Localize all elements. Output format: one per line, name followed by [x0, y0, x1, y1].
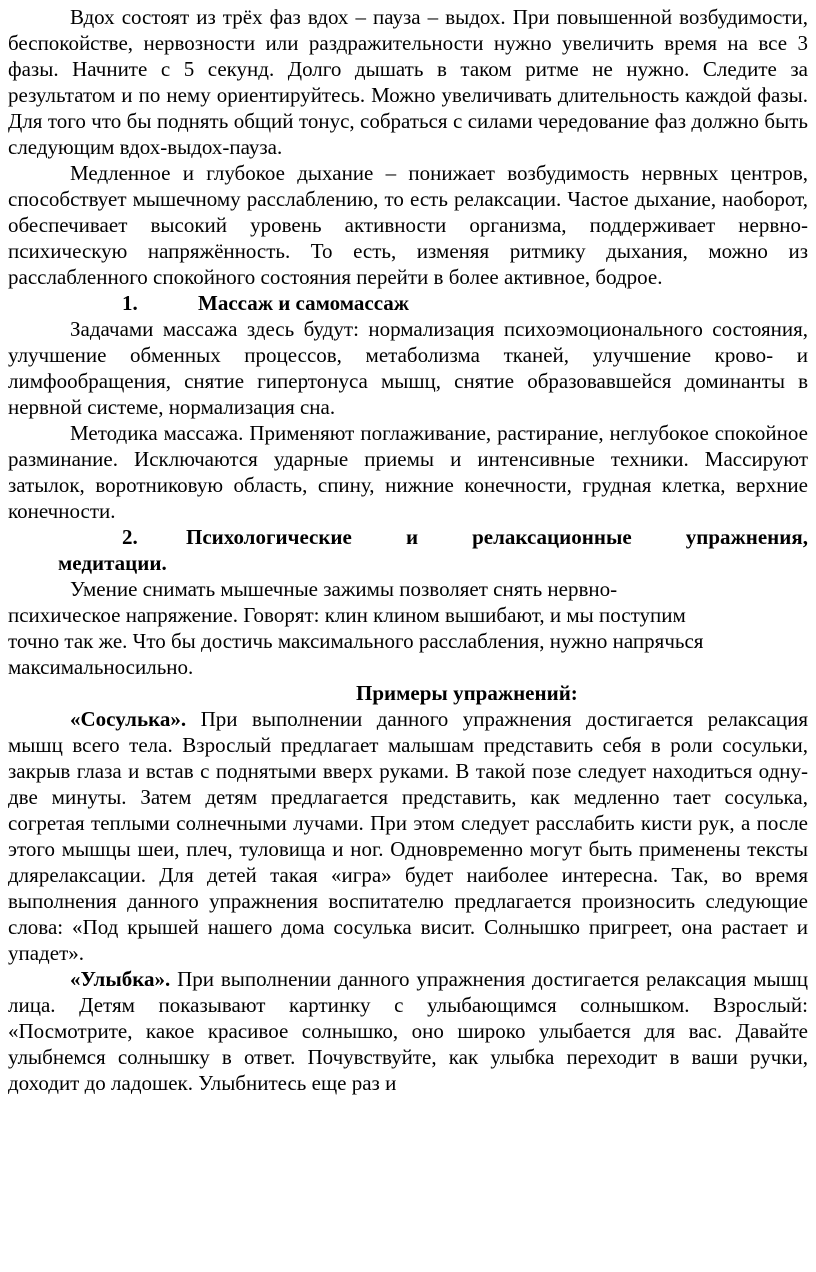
exercise-title: «Сосулька».: [70, 707, 187, 731]
paragraph-massage-method: Методика массажа. Применяют поглаживание, растирание, неглубокое спокойное разминание. Исключаются ударные приемы и интенсивные техники. Массируют затылок, воротниковую область, спину, нижние конечности, грудная клетка, верхние конечности.: [8, 421, 808, 523]
exercise-description: При выполнении данного упражнения достигается релаксация мышц всего тела. Взрослый предлагает малышам представить себя в роли сосульки, закрыв глаза и встав с поднятыми вверх руками. В такой позе следует находиться одну-две минуты. Затем детям предлагается представить, как медленно тает сосулька, согретая теплыми солнечными лучами. При этом следует расслабить кисти рук, а после этого мышцы шеи, плеч, туловища и ног. Одновременно могут быть применены тексты длярелаксации. Для детей такая «игра» будет наиболее интересна. Так, во время выполнения данного упражнения воспитателю предлагается произносить следующие слова: «Под крышей нашего дома сосулька висит. Солнышко пригреет, она растает и упадет».: [8, 707, 808, 965]
paragraph-breathing-phases: Вдох состоят из трёх фаз вдох – пауза – выдох. При повышенной возбудимости, беспокойстве, нервозности или раздражительности нужно увеличить время на все 3 фазы. Начните с 5 секунд. Долго дышать в таком ритме не нужно. Следите за результатом и по нему ориентируйтесь. Можно увеличивать длительность каждой фазы. Для того что бы поднять общий тонус, собраться с силами чередование фаз должно быть следующим вдох-выдох-пауза.: [8, 5, 808, 159]
section-heading-exercises: [8, 524, 808, 550]
section-title-continuation: медитации.: [58, 551, 167, 575]
paragraph-muscle-tension: Умение снимать мышечные зажимы позволяет снять нервно-психическое напряжение. Говорят: клин клином вышибают, и мы поступим точно так же. Что бы достичь максимального расслабления, нужно напрячься максимальносильно.: [8, 577, 704, 679]
exercise-title: «Улыбка».: [70, 967, 171, 991]
paragraph-slow-breathing: Медленное и глубокое дыхание – понижает возбудимость нервных центров, способствует мышечному расслаблению, то есть релаксации. Частое дыхание, наоборот, обеспечивает высокий уровень активности организма, поддерживает нервно-психическую напряжённость. То есть, изменяя ритмику дыхания, можно из расслабленного спокойного состояния перейти в более активное, бодрое.: [8, 161, 808, 289]
section-title: Психологические и релаксационные упражнения,: [186, 525, 808, 549]
examples-heading: Примеры упражнений:: [356, 681, 578, 705]
exercise-description: При выполнении данного упражнения достигается релаксация мышц лица. Детям показывают картинку с улыбающимся солнышком. Взрослый: «Посмотрите, какое красивое солнышко, оно широко улыбается для вас. Давайте улыбнемся солнышку в ответ. Почувствуйте, как улыбка переходит в ваши ручки, доходит до ладошек. Улыбнитесь еще раз и: [8, 967, 808, 1095]
section-number: 2.: [122, 525, 138, 549]
paragraph-exercise-smile: [8, 966, 808, 1096]
section-title: Массаж и самомассаж: [198, 291, 410, 315]
paragraph-exercise-icicle: [8, 706, 808, 966]
section-heading-massage: [8, 290, 808, 316]
paragraph-massage-tasks: Задачами массажа здесь будут: нормализация психоэмоционального состояния, улучшение обменных процессов, метаболизма тканей, улучшение крово- и лимфообращения, снятие гипертонуса мышц, снятие образовавшейся доминанты в нервной системе, нормализация сна.: [8, 317, 808, 419]
section-number: 1.: [122, 291, 138, 315]
